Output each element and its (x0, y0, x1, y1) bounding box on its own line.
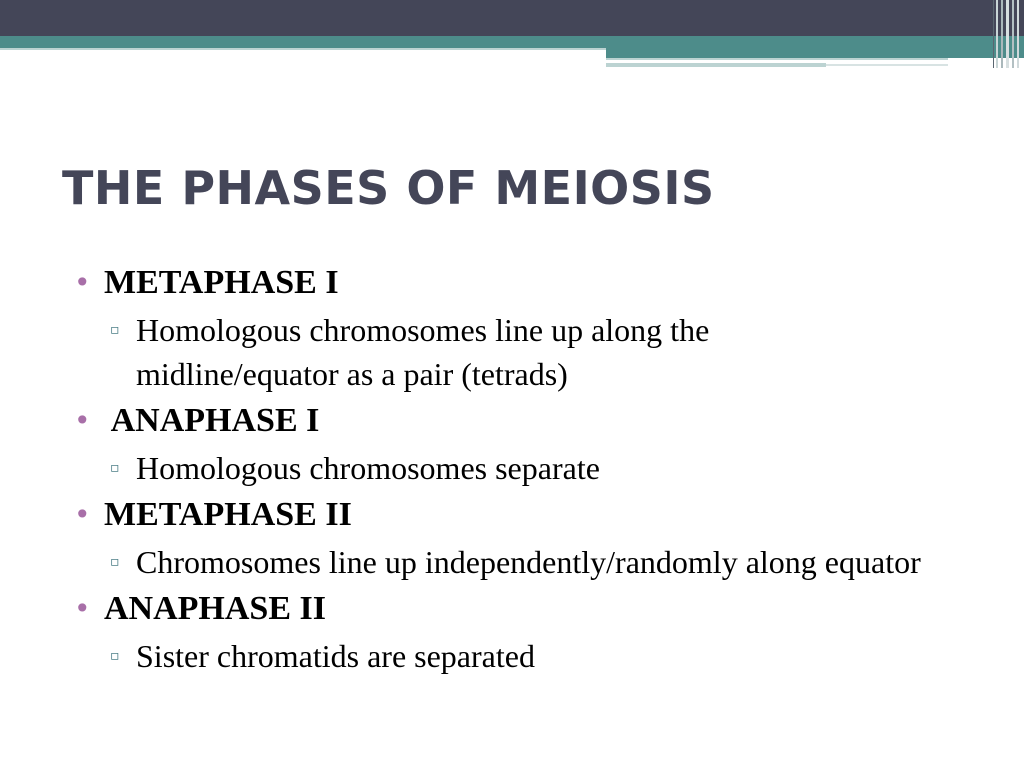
bullet-icon: • (74, 404, 91, 437)
phase-heading: METAPHASE I (104, 264, 339, 301)
header-stripe (993, 0, 994, 68)
list-item (74, 258, 974, 396)
list-item (74, 584, 974, 678)
sub-item-text: Homologous chromosomes line up along the midline/equator as a pair (tetrads) (136, 312, 710, 392)
header-accent-line (826, 64, 948, 66)
header-stripe (1006, 0, 1009, 68)
sub-item-text: Homologous chromosomes separate (136, 450, 600, 486)
header-accent-line (606, 63, 826, 67)
bullet-list (74, 258, 974, 678)
phase-heading: ANAPHASE II (104, 590, 326, 627)
sub-item (110, 634, 974, 678)
header-bar-dark (0, 0, 1024, 36)
header-stripe (1001, 0, 1003, 68)
sub-bullet-icon: ▫ (110, 322, 120, 338)
sub-bullet-icon: ▫ (110, 460, 120, 476)
bullet-icon: • (74, 266, 91, 299)
header-stripe (1012, 0, 1014, 68)
header-stripe (1017, 0, 1019, 68)
sub-bullet-icon: ▫ (110, 648, 120, 664)
sub-item (110, 308, 974, 396)
list-item (74, 490, 974, 584)
header-stripe (996, 0, 998, 68)
phase-heading: METAPHASE II (104, 496, 352, 533)
bullet-icon: • (74, 498, 91, 531)
bullet-icon: • (74, 592, 91, 625)
header-accent-line (606, 58, 948, 60)
sub-item (110, 446, 974, 490)
header-line-light (0, 48, 606, 50)
phase-heading: ANAPHASE I (104, 402, 320, 439)
sub-bullet-icon: ▫ (110, 554, 120, 570)
sub-item-text: Sister chromatids are separated (136, 638, 535, 674)
slide-title: THE PHASES OF MEIOSIS (62, 161, 715, 215)
sub-item (110, 540, 974, 584)
header-accent-block (606, 48, 1024, 58)
sub-item-text: Chromosomes line up independently/randomly along equator (136, 544, 921, 580)
list-item (74, 396, 974, 490)
header-bar-teal (0, 36, 1024, 48)
